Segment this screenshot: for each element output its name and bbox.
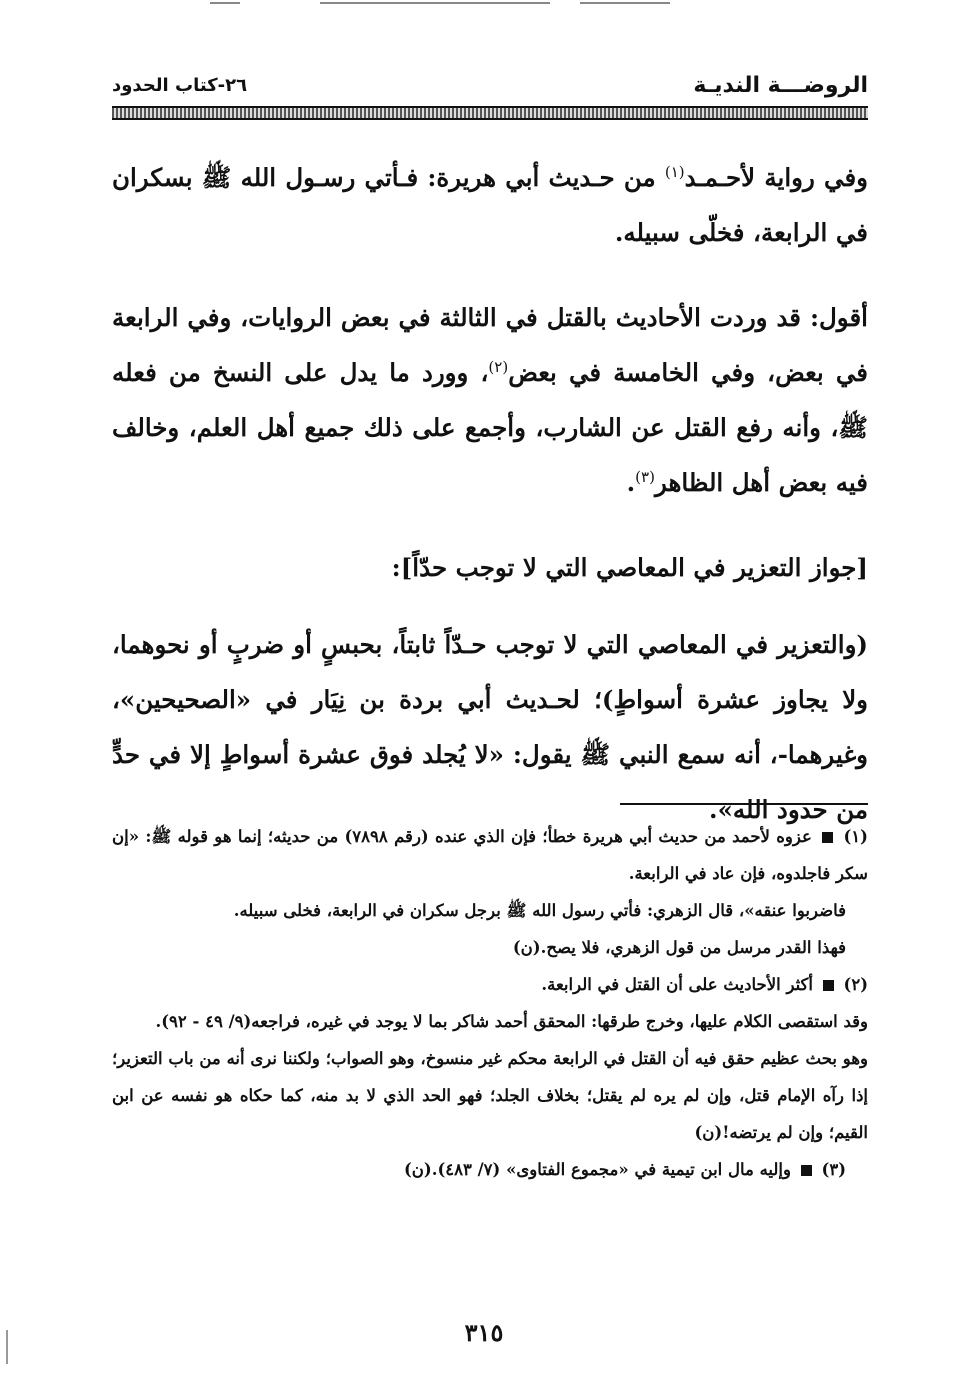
footnote-2-line-2: وقد استقصى الكلام عليها، وخرج طرقها: المحقق أحمد شاكر بما لا يوجد في غيره، فراجعه(٩/ ٤٩ - ٩٢).: [155, 1012, 868, 1031]
footnote-2-line-3: وهو بحث عظيم حقق فيه أن القتل في الرابعة محكم غير منسوخ، وهو الصواب؛ ولكننا نرى أنه من باب التعزير؛ إذا رآه الإمام قتل، وإن لم يره لم يقتل؛ بخلاف الجلد؛ فهو الحد الذي لا بد منه، كما حكاه هو نفسه عن ابن القيم؛ وإن لم يرتضه!(ن): [112, 1049, 868, 1142]
chapter-title: ٢٦-كتاب الحدود: [112, 74, 248, 96]
footnote-3: (٣) وإليه مال ابن تيمية في «مجموع الفتاوى» (٧/ ٤٨٣).(ن): [403, 1160, 846, 1179]
header-divider: [112, 106, 868, 120]
square-bullet-icon: [822, 832, 833, 843]
footnote-ref-1: (١): [664, 162, 685, 181]
square-bullet-icon: [823, 980, 834, 991]
book-title: الروضـــة النديـة: [693, 72, 868, 98]
footnote-divider: [620, 803, 868, 805]
footnote-1: (١) عزوه لأحمد من حديث أبي هريرة خطأ؛ فإن الذي عنده (رقم ٧٨٩٨) من حديثه؛ إنما هو قوله ﷺ: «إن سكر فاجلدوه، فإن عاد في الرابعة.: [112, 827, 868, 883]
running-header: [112, 70, 868, 100]
section-heading: [جواز التعزير في المعاصي التي لا توجب حدّاً]:: [391, 553, 868, 582]
scan-top-marks: [210, 0, 710, 6]
footnote-ref-3: (٣): [635, 467, 655, 486]
main-text: [112, 150, 868, 867]
page-number: ٣١٥: [464, 1318, 504, 1347]
paragraph-3: (والتعزير في المعاصي التي لا توجب حـدّاً ثابتاً، بحبسٍ أو ضربٍ أو نحوهما، ولا يجاوز عشرة أسواطٍ)؛ لحـديث أبي بردة بن نِيَار في «الصحيحين»، وغيرهما-، أنه سمع النبي ﷺ يقول: «لا يُجلد فوق عشرة أسواطٍ إلا في حدٍّ من حدود الله».: [112, 630, 868, 824]
paragraph-2: أقول: قد وردت الأحاديث بالقتل في الثالثة في بعض الروايات، وفي الرابعة في بعض، وفي الخامسة في بعض$^{(٢)}$، وورد ما يدل على النسخ من فعله ﷺ، وأنه رفع القتل عن الشارب، وأجمع على ذلك جميع أهل العلم، وخالف فيه بعض أهل الظاهر$^{(٣)}$.: [112, 303, 868, 497]
square-bullet-icon: [801, 1165, 812, 1176]
footnote-1-line-3: فهذا القدر مرسل من قول الزهري، فلا يصح.(ن): [512, 938, 846, 957]
footnote-2: (٢) أكثر الأحاديث على أن القتل في الرابعة.: [541, 975, 868, 994]
footnotes: [112, 818, 868, 1188]
footnote-1-line-2: فاضربوا عنقه»، قال الزهري: فأتي رسول الله ﷺ برجل سكران في الرابعة، فخلى سبيله.: [233, 901, 846, 920]
scan-edge-mark: [6, 1330, 8, 1364]
footnote-ref-2: (٢): [488, 357, 509, 376]
paragraph-1: وفي رواية لأحـمـد$^{(١)}$ من حـديث أبي هريرة: فـأتي رسـول الله ﷺ بسكران في الرابعة، فخلّى سبيله.: [112, 162, 868, 247]
